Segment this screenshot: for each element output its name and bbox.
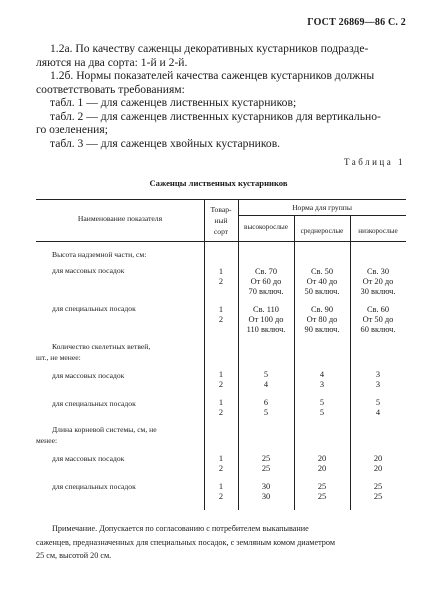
cell-sort: 2 <box>218 380 224 389</box>
cell-sort: 1 <box>218 454 224 463</box>
cell-high: 25 <box>261 454 271 463</box>
section-title: менее: <box>36 436 58 445</box>
cell-high: 4 <box>263 380 269 389</box>
cell-low: 5 <box>375 398 381 407</box>
paragraph-line: 1.2а. По качеству саженцы декоративных кустарников подразде- <box>50 42 369 55</box>
row-label: для массовых посадок <box>52 454 125 463</box>
cell-low: От 20 до <box>362 277 394 286</box>
paragraph-line: го озеленения; <box>36 123 108 136</box>
cell-mid: 5 <box>319 408 325 417</box>
table-note: 25 см, высотой 20 см. <box>36 551 112 560</box>
cell-sort: 2 <box>218 492 224 501</box>
cell-mid: От 80 до <box>306 315 338 324</box>
paragraph-line: соответствовать требованиям: <box>36 82 185 96</box>
cell-sort: 2 <box>218 464 224 473</box>
cell-high: 5 <box>263 408 269 417</box>
cell-sort: 1 <box>218 267 224 276</box>
norm-header-rule <box>238 215 406 216</box>
header-norm: Норма для группы <box>292 203 352 212</box>
cell-high: 30 <box>261 482 271 491</box>
cell-sort: 1 <box>218 305 224 314</box>
section-title: шт., не менее: <box>36 353 81 362</box>
cell-mid: 20 <box>317 454 327 463</box>
table-title: Саженцы лиственных кустарников <box>149 178 288 188</box>
header-group-low: низкорослые <box>358 227 398 235</box>
cell-sort: 1 <box>218 398 224 407</box>
cell-low: От 50 до <box>362 315 394 324</box>
cell-sort: 1 <box>218 370 224 379</box>
cell-mid: 50 включ. <box>304 287 340 296</box>
table-label: Таблица 1 <box>344 157 405 167</box>
cell-low: 4 <box>375 408 381 417</box>
cell-mid: 4 <box>319 370 325 379</box>
paragraph-line: 1.2б. Нормы показателей качества саженцев кустарников должны <box>50 69 375 82</box>
paragraph-line: ляются на два сорта: 1-й и 2-й. <box>36 55 188 69</box>
row-label: для массовых посадок <box>52 266 125 275</box>
row-label: для специальных посадок <box>52 399 136 408</box>
cell-low: 20 <box>373 464 383 473</box>
row-label: для массовых посадок <box>52 371 125 380</box>
cell-low: 25 <box>373 482 383 491</box>
header-sort: Товар- <box>210 205 232 214</box>
cell-low: Св. 30 <box>366 267 390 276</box>
header-group-high: высокорослые <box>244 223 288 231</box>
header-sort: сорт <box>213 227 229 236</box>
cell-mid: 90 включ. <box>304 325 340 334</box>
table-top-rule <box>36 199 406 200</box>
cell-mid: От 40 до <box>306 277 338 286</box>
cell-low: 30 включ. <box>360 287 396 296</box>
cell-high: 70 включ. <box>248 287 284 296</box>
cell-low: Св. 60 <box>366 305 390 314</box>
cell-high: Св. 70 <box>254 267 278 276</box>
cell-low: 3 <box>375 380 381 389</box>
header-indicator: Наименование показателя <box>77 214 163 223</box>
cell-high: От 100 до <box>248 315 284 324</box>
section-title: Длина корневой системы, см, не <box>52 425 157 434</box>
section-title: Количество скелетных ветвей, <box>52 342 151 351</box>
cell-mid: 20 <box>317 464 327 473</box>
cell-mid: Св. 90 <box>310 305 334 314</box>
section-title: Высота надземной части, см: <box>52 250 147 259</box>
cell-low: 25 <box>373 492 383 501</box>
paragraph-line: табл. 1 — для саженцев лиственных кустарников; <box>50 96 297 109</box>
cell-high: 6 <box>263 398 269 407</box>
cell-high: 25 <box>261 464 271 473</box>
cell-high: Св. 110 <box>253 305 279 314</box>
cell-sort: 1 <box>218 482 224 491</box>
table-note: Примечание. Допускается по согласованию с потребителем выкапывание <box>52 524 309 533</box>
cell-mid: 5 <box>319 398 325 407</box>
cell-low: 20 <box>373 454 383 463</box>
header-sort: ный <box>214 216 228 225</box>
paragraph-line: табл. 2 — для саженцев лиственных кустарников для вертикально- <box>50 109 381 123</box>
cell-sort: 2 <box>218 408 224 417</box>
cell-mid: Св. 50 <box>310 267 334 276</box>
cell-mid: 3 <box>319 380 325 389</box>
row-label: для специальных посадок <box>52 482 136 491</box>
header-group-mid: среднерослые <box>300 227 344 235</box>
cell-high: От 60 до <box>250 277 282 286</box>
row-label: для специальных посадок <box>52 304 136 313</box>
cell-low: 3 <box>375 370 381 379</box>
cell-low: 60 включ. <box>360 325 396 334</box>
cell-sort: 2 <box>218 315 224 324</box>
cell-sort: 2 <box>218 277 224 286</box>
paragraph-line: табл. 3 — для саженцев хвойных кустарников. <box>50 136 281 150</box>
table-note: саженцев, предназначенных для специальных посадок, с земляным комом диаметром <box>36 537 335 547</box>
cell-mid: 25 <box>317 492 327 501</box>
cell-high: 5 <box>263 370 269 379</box>
cell-high: 110 включ. <box>246 325 286 334</box>
cell-high: 30 <box>261 492 271 501</box>
page-header: ГОСТ 26869—86 С. 2 <box>307 17 406 28</box>
cell-mid: 25 <box>317 482 327 491</box>
